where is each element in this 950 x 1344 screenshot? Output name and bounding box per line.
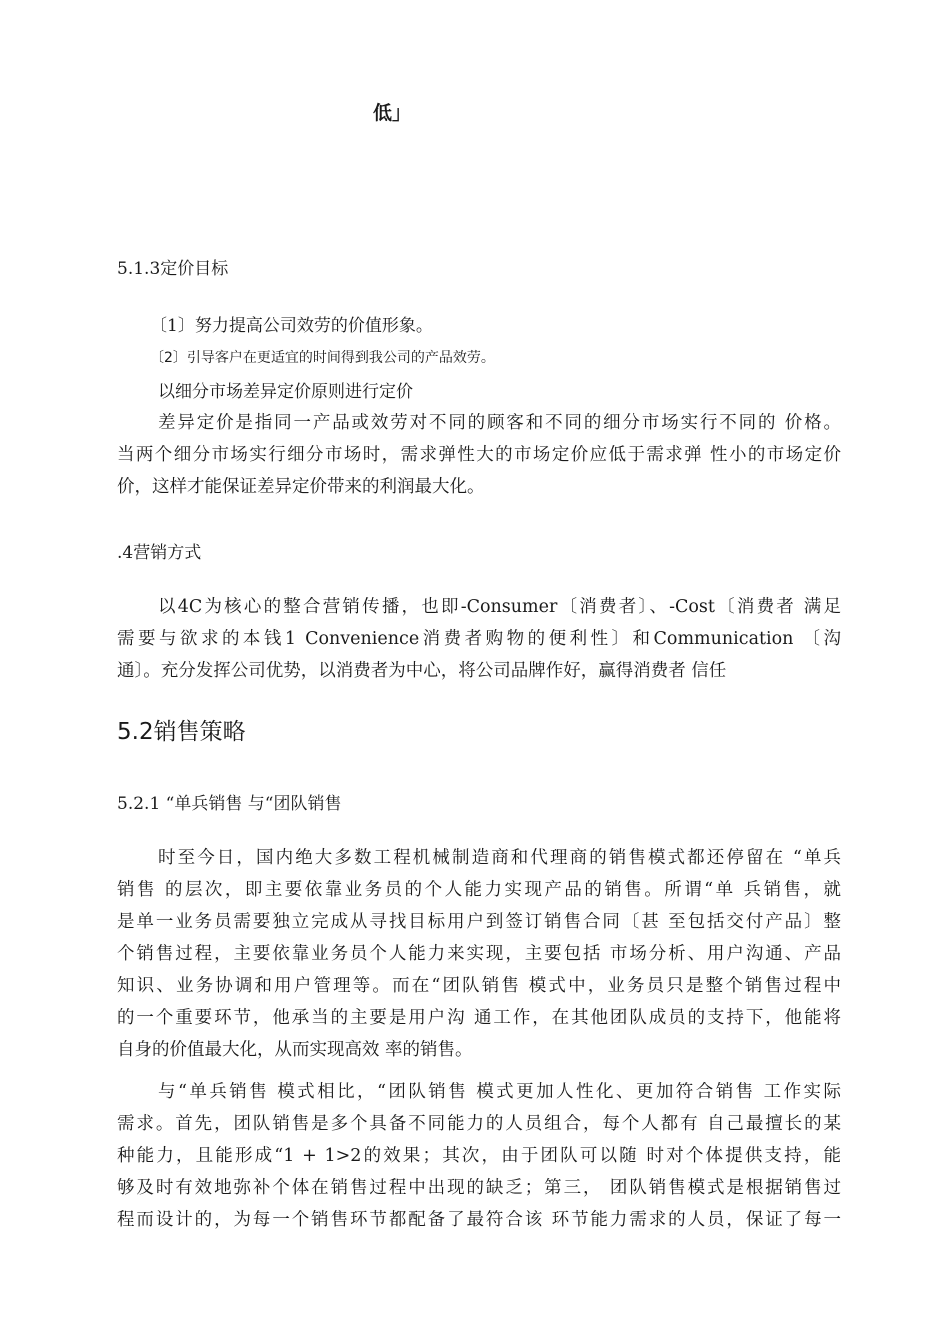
paragraph-line: 差异定价是指同一产品或效劳对不同的顾客和不同的细分市场实行不同的 价格。 — [158, 413, 841, 433]
single-vs-team-paragraph-2 — [117, 1076, 841, 1236]
differential-pricing-paragraph — [117, 407, 841, 503]
paragraph-line: 通〕。充分发挥公司优势，以消费者为中心，将公司品牌作好，赢得消费者 信任 — [117, 661, 727, 681]
subsection-heading-521: 5.2.1 “单兵销售 与“团队销售 — [117, 794, 342, 814]
paragraph-line: 当两个细分市场实行细分市场时，需求弹性大的市场定价应低于需求弹 性小的市场定价 — [117, 445, 841, 465]
4c-marketing-paragraph — [117, 591, 841, 687]
paragraph-line: 以4C为核心的整合营销传播，也即-Consumer〔消费者〕、-Cost〔消费者 满足 — [158, 597, 841, 617]
paragraph-line: 需求。首先，团队销售是多个具备不同能力的人员组合，每个人都有 自己最擅长的某 — [117, 1114, 841, 1134]
paragraph-line: 种能力，且能形成“1 + 1>2的效果；其次，由于团队可以随 时对个体提供支持，能 — [117, 1146, 841, 1166]
pricing-goal-item-2: 〔2〕引导客户在更适宜的时间得到我公司的产品效劳。 — [150, 350, 495, 366]
paragraph-line: 价，这样才能保证差异定价带来的利润最大化。 — [117, 477, 485, 497]
paragraph-line: 自身的价值最大化，从而实现高效 率的销售。 — [117, 1040, 473, 1060]
paragraph-line: 销售 的层次，即主要依靠业务员的个人能力实现产品的销售。所谓“单 兵销售，就 — [117, 880, 841, 900]
section-heading-marketing: .4营销方式 — [117, 543, 202, 563]
paragraph-line: 个销售过程，主要依靠业务员个人能力来实现，主要包括 市场分析、用户沟通、产品 — [117, 944, 841, 964]
section-heading-sales-strategy: 5.2销售策略 — [117, 719, 246, 745]
pricing-principle-subhead: 以细分市场差异定价原则进行定价 — [158, 382, 413, 402]
paragraph-line: 程而设计的，为每一个销售环节都配备了最符合该 环节能力需求的人员，保证了每一 — [117, 1210, 841, 1230]
pricing-goal-item-1: 〔1〕努力提高公司效劳的价值形象。 — [150, 316, 433, 336]
paragraph-line: 够及时有效地弥补个体在销售过程中出现的缺乏；第三， 团队销售模式是根据销售过 — [117, 1178, 841, 1198]
section-heading-513: 5.1.3定价目标 — [117, 259, 229, 279]
paragraph-line: 知识、业务协调和用户管理等。而在“团队销售 模式中，业务员只是整个销售过程中 — [117, 976, 841, 996]
single-vs-team-paragraph-1 — [117, 842, 841, 1066]
paragraph-line: 的一个重要环节，他承当的主要是用户沟 通工作，在其他团队成员的支持下，他能将 — [117, 1008, 841, 1028]
page-top-fragment: 低」 — [373, 102, 412, 124]
paragraph-line: 与“单兵销售 模式相比，“团队销售 模式更加人性化、更加符合销售 工作实际 — [158, 1082, 841, 1102]
paragraph-line: 时至今日，国内绝大多数工程机械制造商和代理商的销售模式都还停留在 “单兵 — [158, 848, 841, 868]
paragraph-line: 是单一业务员需要独立完成从寻找目标用户到签订销售合同〔甚 至包括交付产品〕整 — [117, 912, 841, 932]
paragraph-line: 需要与欲求的本钱1 Convenience消费者购物的便利性〕和Communication 〔沟 — [117, 629, 841, 649]
